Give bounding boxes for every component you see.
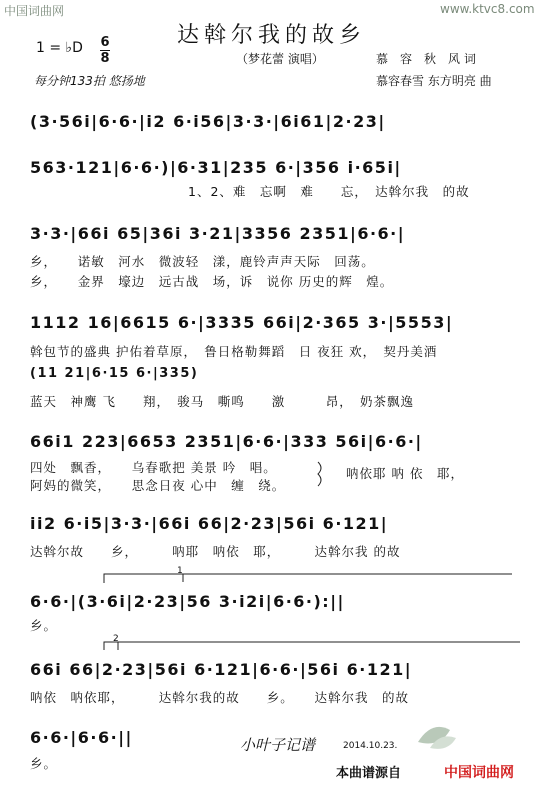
lyric-row-4: 斡包节的盛典 护佑着草原， 鲁日格勒舞蹈 日 夜狂 欢， 契丹美酒 [30,344,438,359]
key-text: 1 = ♭D [36,40,83,56]
lyric-row-10: 乡。 [30,756,58,771]
lyric-row-3-verse-2: 乡， 金界 壕边 远古战 场，诉 说你 历史的辉 煌。 [30,274,394,289]
notation-row-10: 6·6·|6·6·|| [30,728,133,747]
site-url: www.ktvc8.com [440,2,535,16]
notation-row-7: ii2 6·i5|3·3·|66i 66|2·23|56i 6·121| [30,514,389,533]
notation-row-8: 6·6·|(3·6i|2·23|56 3·i2i|6·6·):|| [30,592,345,611]
notation-row-4: 1112 16|6615 6·|3335 66i|2·365 3·|5553| [30,313,454,332]
source-site: 中国词曲网 [444,765,514,781]
lyric-row-6-verse-2: 阿妈的微笑， 思念日夜 心中 缠 绕。 [30,478,286,493]
lyric-row-6-refrain: 呐依耶 呐 依 耶， [346,466,464,481]
lyric-row-9: 呐依 呐依耶， 达斡尔我的故 乡。 达斡尔我 的故 [30,690,410,705]
composer: 慕容春雪 东方明亮 曲 [376,74,492,88]
notation-row-2: 563·121|6·6·)|6·31|235 6·|356 i·65i| [30,158,402,177]
refrain-brace [318,462,321,486]
transcriber-signature: 小叶子记谱 [240,736,316,754]
lyric-row-8: 乡。 [30,618,58,633]
lyricist: 慕 容 秋 风 词 [376,52,476,66]
singer: （梦花蕾 演唱） [236,52,324,66]
lyric-row-7: 达斡尔故 乡， 呐耶 呐依 耶， 达斡尔我 的故 [30,544,401,559]
source-label: 本曲谱源自 [336,766,402,781]
time-sig-bottom: 8 [100,51,110,66]
notation-row-5: (11 21|6·15 6·|335) [30,366,199,381]
leaf-ornament [418,727,456,749]
volta-1-bracket [104,574,183,583]
volta-1-label: 1 [177,566,183,576]
lyric-row-5: 蓝天 神鹰 飞 翔， 骏马 嘶鸣 激 昂， 奶茶飘逸 [30,394,414,409]
lyric-row-3-verse-1: 乡， 诺敏 河水 微波轻 漾，鹿铃声声天际 回荡。 [30,254,375,269]
volta-2-label: 2 [113,634,119,644]
notation-row-1: (3·56i|6·6·|i2 6·i56|3·3·|6i61|2·23| [30,112,386,131]
lyric-row-6-verse-1: 四处 飘香， 乌春歌把 美景 吟 唱。 [30,460,277,475]
notation-row-6: 66i1 223|6653 2351|6·6·|333 56i|6·6·| [30,432,423,451]
lyric-row-2: 1、2、难 忘啊 难 忘， 达斡尔我 的故 [188,184,470,199]
transcription-date: 2014.10.23. [343,741,398,751]
site-name-top: 中国词曲网 [4,4,65,18]
tempo: 每分钟133拍 悠扬地 [34,74,145,88]
time-sig-top: 6 [100,35,110,50]
song-title: 达斡尔我的故乡 [176,23,366,48]
notation-row-3: 3·3·|66i 65|36i 3·21|3356 2351|6·6·| [30,224,406,243]
notation-row-9: 66i 66|2·23|56i 6·121|6·6·|56i 6·121| [30,660,413,679]
